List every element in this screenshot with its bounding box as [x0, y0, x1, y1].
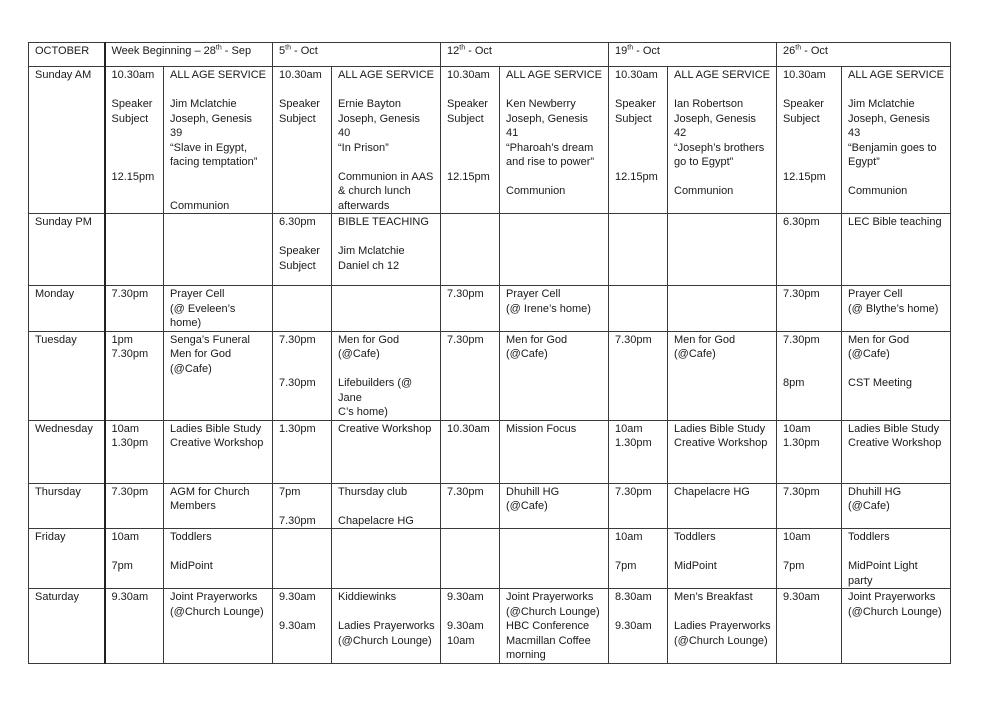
day-label: Saturday [29, 589, 105, 664]
header-row [29, 43, 951, 67]
week-header: 26th - Oct [777, 43, 951, 67]
time-cell: 8.30am 9.30am [609, 589, 668, 664]
event-cell: Creative Workshop [332, 420, 441, 483]
time-cell: 9.30am [777, 589, 842, 664]
time-cell: 7.30pm [441, 483, 500, 529]
event-cell [668, 286, 777, 332]
time-cell: 10.30am [441, 420, 500, 483]
time-cell: 6.30pm [777, 214, 842, 286]
time-cell: 7.30pm [777, 286, 842, 332]
time-cell: 9.30am [105, 589, 164, 664]
event-cell [500, 529, 609, 589]
day-label: Sunday AM [29, 67, 105, 214]
event-cell [500, 214, 609, 286]
event-cell: LEC Bible teaching [842, 214, 951, 286]
event-cell: Men for God (@Cafe) CST Meeting [842, 331, 951, 420]
schedule-row-friday [29, 529, 951, 589]
time-cell: 10.30am Speaker Subject 12.15pm [609, 67, 668, 214]
time-cell: 1pm 7.30pm [105, 331, 164, 420]
event-cell: ALL AGE SERVICE Jim Mclatchie Joseph, Genesis 39 “Slave in Egypt, facing temptation” Communion [164, 67, 273, 214]
october-schedule-table [28, 42, 951, 664]
event-cell [332, 529, 441, 589]
week-header: 12th - Oct [441, 43, 609, 67]
event-cell: Men for God (@Cafe) [500, 331, 609, 420]
time-cell: 10am 7pm [609, 529, 668, 589]
time-cell: 7pm 7.30pm [273, 483, 332, 529]
time-cell: 7.30pm [441, 331, 500, 420]
event-cell: Prayer Cell (@ Blythe’s home) [842, 286, 951, 332]
schedule-row-saturday [29, 589, 951, 664]
event-cell: AGM for Church Members [164, 483, 273, 529]
event-cell: BIBLE TEACHING Jim Mclatchie Daniel ch 12 [332, 214, 441, 286]
time-cell: 7.30pm [609, 331, 668, 420]
day-label: Friday [29, 529, 105, 589]
time-cell [441, 214, 500, 286]
event-cell: Mission Focus [500, 420, 609, 483]
event-cell: Thursday club Chapelacre HG [332, 483, 441, 529]
event-cell: Dhuhill HG (@Cafe) [842, 483, 951, 529]
time-cell: 7.30pm 8pm [777, 331, 842, 420]
schedule-row-monday [29, 286, 951, 332]
time-cell: 10am 1.30pm [609, 420, 668, 483]
time-cell: 10am 1.30pm [777, 420, 842, 483]
event-cell: Ladies Bible Study Creative Workshop [668, 420, 777, 483]
time-cell: 7.30pm [609, 483, 668, 529]
event-cell: Men for God (@Cafe) Lifebuilders (@ Jane C’s home) [332, 331, 441, 420]
event-cell: Ladies Bible Study Creative Workshop [842, 420, 951, 483]
event-cell: ALL AGE SERVICE Ernie Bayton Joseph, Genesis 40 “In Prison” Communion in AAS & church lunch afterwards [332, 67, 441, 214]
time-cell: 10.30am Speaker Subject 12.15pm [105, 67, 164, 214]
event-cell [164, 214, 273, 286]
schedule-row-tuesday [29, 331, 951, 420]
event-cell [668, 214, 777, 286]
time-cell [105, 214, 164, 286]
time-cell: 7.30pm [441, 286, 500, 332]
event-cell: Joint Prayerworks (@Church Lounge) [164, 589, 273, 664]
event-cell: Dhuhill HG (@Cafe) [500, 483, 609, 529]
schedule-row-sunday-am [29, 67, 951, 214]
time-cell: 7.30pm [105, 286, 164, 332]
event-cell: Ladies Bible Study Creative Workshop [164, 420, 273, 483]
time-cell: 10.30am Speaker Subject 12.15pm [777, 67, 842, 214]
time-cell: 6.30pm Speaker Subject [273, 214, 332, 286]
event-cell: Prayer Cell (@ Eveleen’s home) [164, 286, 273, 332]
event-cell: Senga’s Funeral Men for God (@Cafe) [164, 331, 273, 420]
event-cell: Chapelacre HG [668, 483, 777, 529]
event-cell: Men for God (@Cafe) [668, 331, 777, 420]
event-cell: Joint Prayerworks (@Church Lounge) [842, 589, 951, 664]
event-cell: Joint Prayerworks (@Church Lounge) HBC Conference Macmillan Coffee morning [500, 589, 609, 664]
time-cell: 7.30pm [777, 483, 842, 529]
event-cell: Toddlers MidPoint Light party [842, 529, 951, 589]
day-label: Wednesday [29, 420, 105, 483]
event-cell: Toddlers MidPoint [668, 529, 777, 589]
event-cell: Kiddiewinks Ladies Prayerworks (@Church Lounge) [332, 589, 441, 664]
day-label: Thursday [29, 483, 105, 529]
calendar-sheet [28, 42, 951, 664]
event-cell: Prayer Cell (@ Irene’s home) [500, 286, 609, 332]
week-header: 5th - Oct [273, 43, 441, 67]
time-cell [273, 529, 332, 589]
time-cell: 9.30am 9.30am 10am [441, 589, 500, 664]
month-label: OCTOBER [29, 43, 105, 67]
time-cell [441, 529, 500, 589]
schedule-row-wednesday [29, 420, 951, 483]
time-cell: 10am 7pm [105, 529, 164, 589]
time-cell [609, 286, 668, 332]
schedule-row-thursday [29, 483, 951, 529]
time-cell: 10.30am Speaker Subject 12.15pm [441, 67, 500, 214]
event-cell: ALL AGE SERVICE Jim Mclatchie Joseph, Genesis 43 “Benjamin goes to Egypt” Communion [842, 67, 951, 214]
day-label: Monday [29, 286, 105, 332]
time-cell: 10am 1.30pm [105, 420, 164, 483]
day-label: Sunday PM [29, 214, 105, 286]
week-header: 19th - Oct [609, 43, 777, 67]
time-cell: 10am 7pm [777, 529, 842, 589]
time-cell: 9.30am 9.30am [273, 589, 332, 664]
time-cell [273, 286, 332, 332]
time-cell [609, 214, 668, 286]
event-cell: ALL AGE SERVICE Ken Newberry Joseph, Genesis 41 “Pharoah’s dream and rise to power” Communion [500, 67, 609, 214]
time-cell: 1.30pm [273, 420, 332, 483]
time-cell: 10.30am Speaker Subject [273, 67, 332, 214]
time-cell: 7.30pm 7.30pm [273, 331, 332, 420]
event-cell [332, 286, 441, 332]
day-label: Tuesday [29, 331, 105, 420]
week-header: Week Beginning – 28th - Sep [105, 43, 273, 67]
schedule-row-sunday-pm [29, 214, 951, 286]
event-cell: Men’s Breakfast Ladies Prayerworks (@Church Lounge) [668, 589, 777, 664]
event-cell: ALL AGE SERVICE Ian Robertson Joseph, Genesis 42 “Joseph’s brothers go to Egypt” Communion [668, 67, 777, 214]
time-cell: 7.30pm [105, 483, 164, 529]
event-cell: Toddlers MidPoint [164, 529, 273, 589]
